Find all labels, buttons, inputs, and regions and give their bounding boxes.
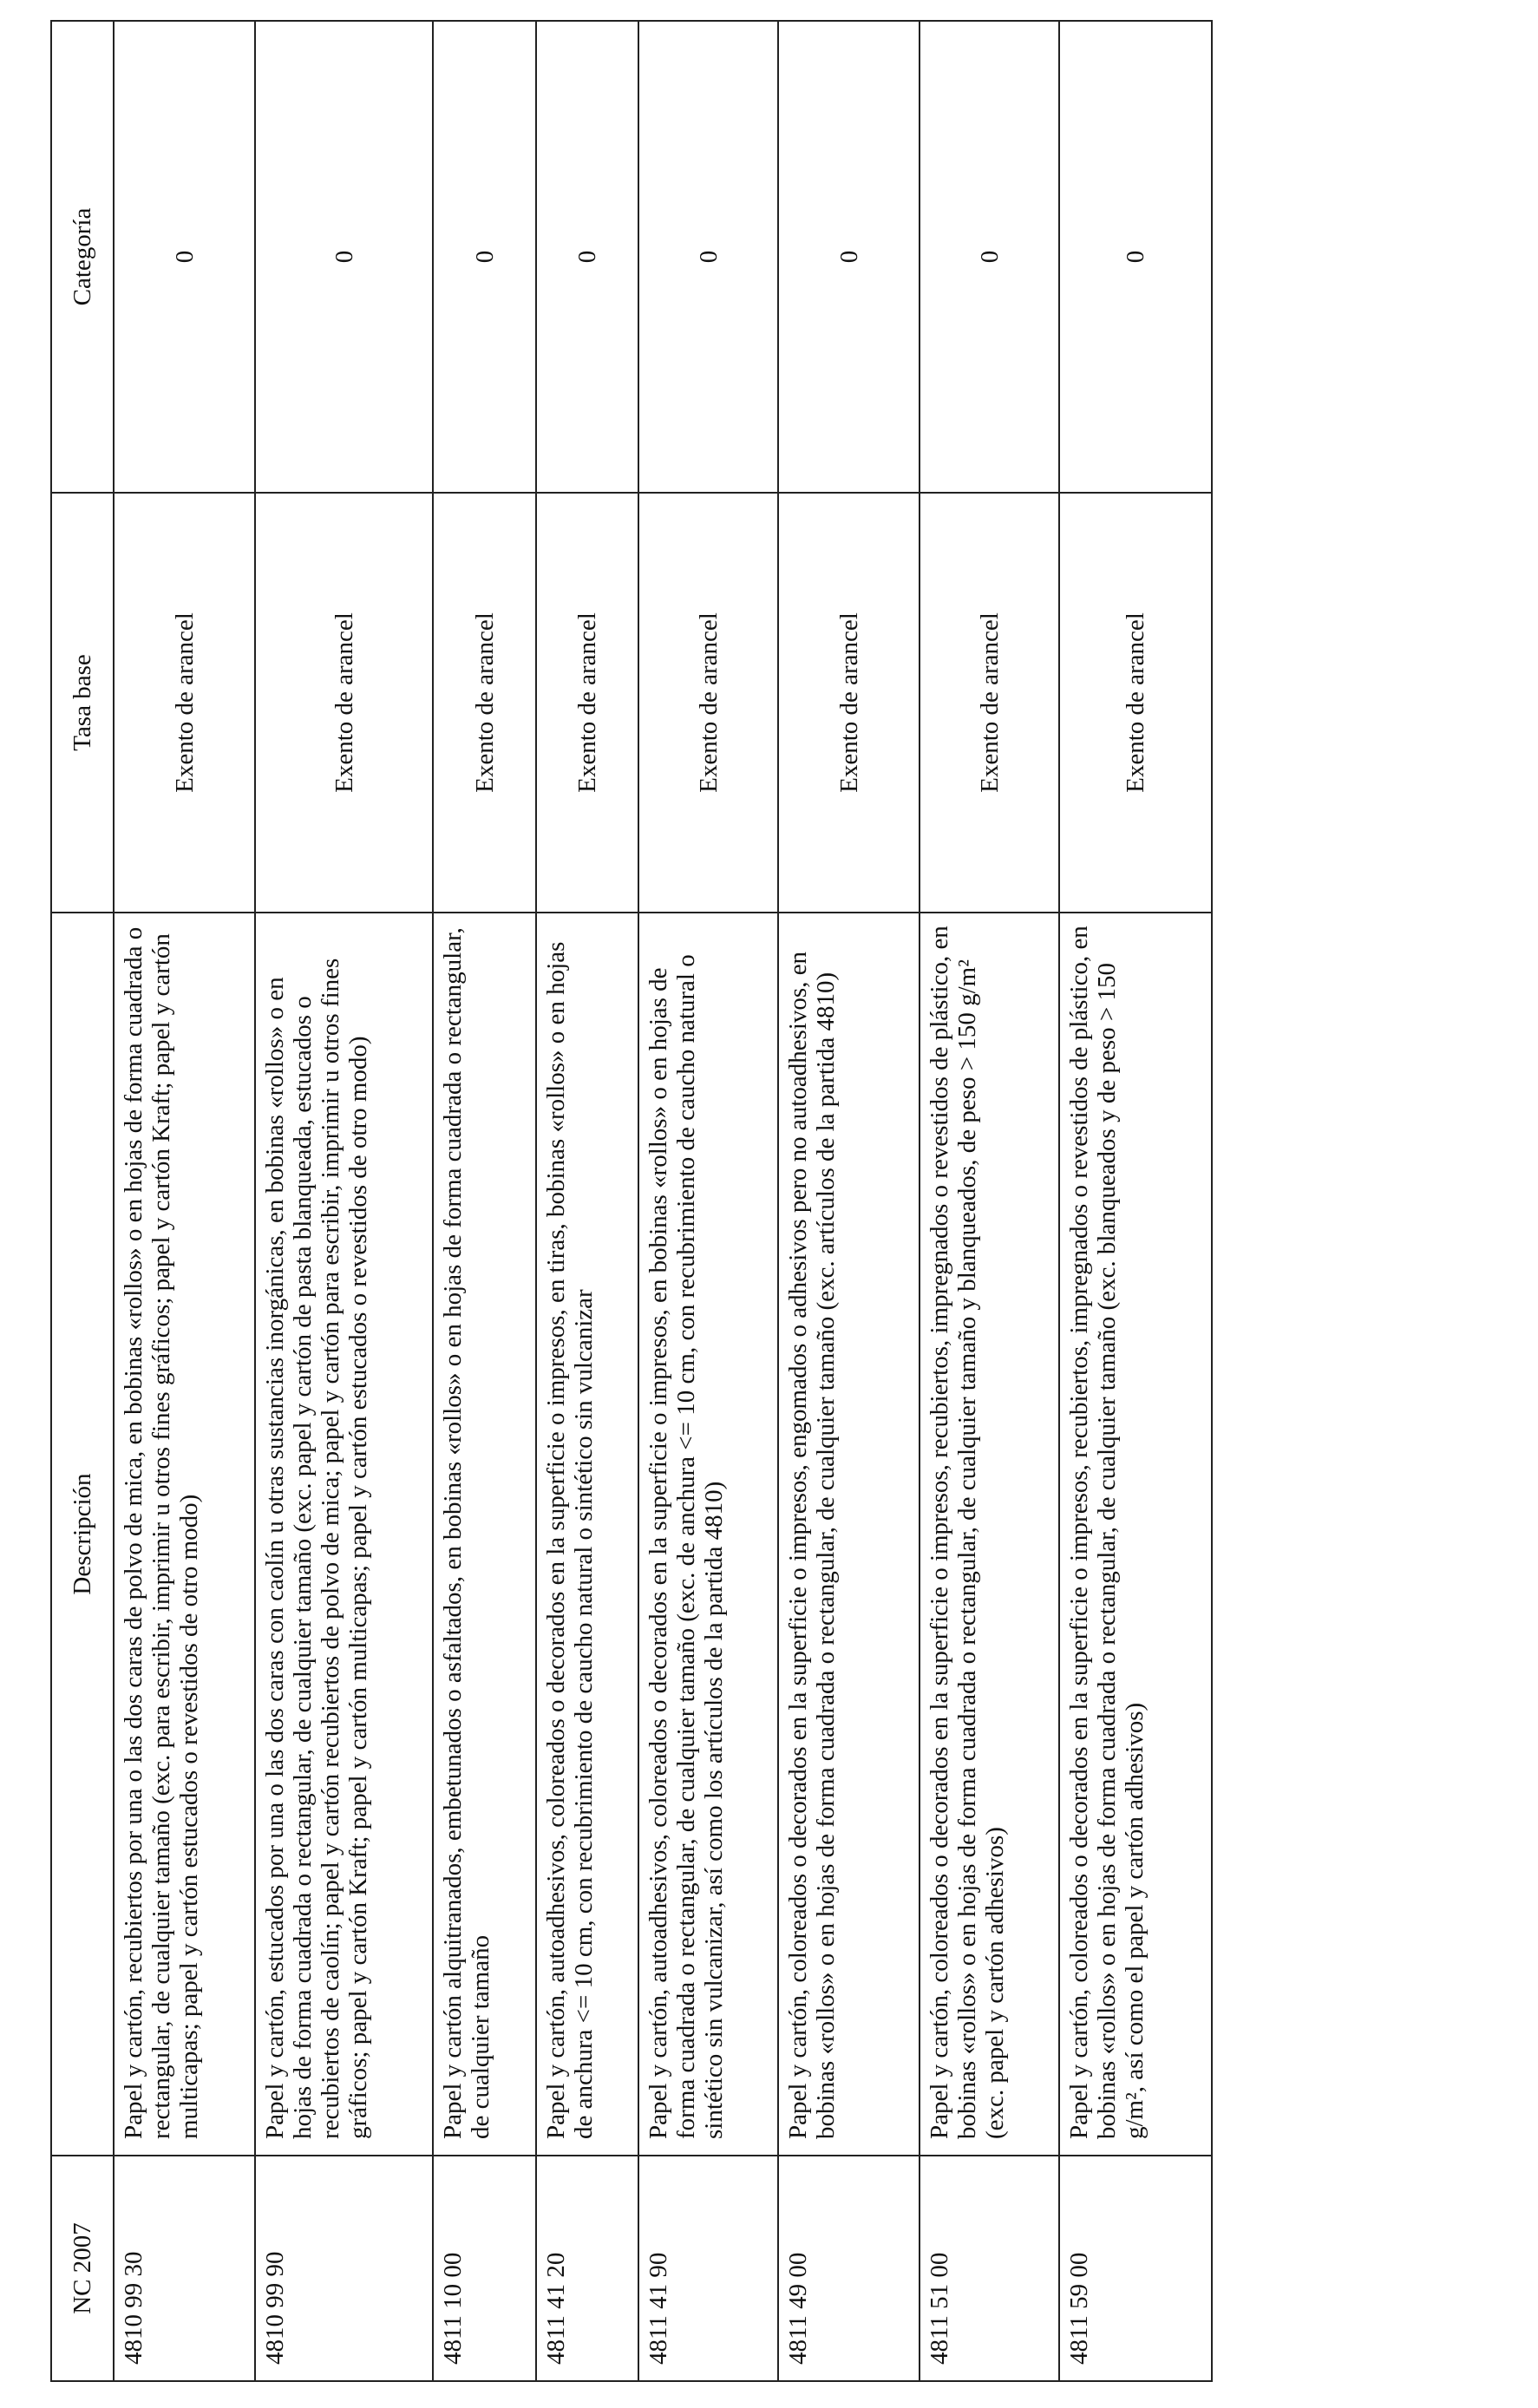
categoria: 0 bbox=[255, 21, 433, 493]
categoria: 0 bbox=[433, 21, 536, 493]
rotated-table-wrapper bbox=[50, 22, 1213, 2382]
description: Papel y cartón, autoadhesivos, coloreados o decorados en la superficie o impresos, en tiras, bobinas «rollos» o en hojas de anchura <= 10 cm, con recubrimiento de caucho natural o sintético sin vulcanizar bbox=[536, 913, 639, 2156]
table-header-row bbox=[51, 21, 114, 2381]
table-row bbox=[920, 21, 1059, 2381]
tasa-base: Exento de arancel bbox=[638, 493, 778, 913]
table-row bbox=[1059, 21, 1212, 2381]
description: Papel y cartón, autoadhesivos, coloreados o decorados en la superficie o impresos, en bobinas «rollos» o en hojas de forma cuadrada o rectangular, de cualquier tamaño (exc. de anchura <= 10 cm, con recubrimiento de caucho natural o sintético sin vulcanizar, así como los artículos de la partida 4810) bbox=[638, 913, 778, 2156]
description: Papel y cartón, coloreados o decorados en la superficie o impresos, recubiertos, impregnados o revestidos de plástico, en bobinas «rollos» o en hojas de forma cuadrada o rectangular, de cualquier tamaño (exc. blanqueados y de peso > 150 g/m², así como el papel y cartón adhesivos) bbox=[1059, 913, 1212, 2156]
header-tasa-base: Tasa base bbox=[51, 493, 114, 913]
nc-code: 4811 10 00 bbox=[433, 2156, 536, 2381]
tariff-table bbox=[50, 20, 1213, 2382]
tasa-base: Exento de arancel bbox=[536, 493, 639, 913]
nc-code: 4810 99 90 bbox=[255, 2156, 433, 2381]
description: Papel y cartón, recubiertos por una o las dos caras de polvo de mica, en bobinas «rollos» o en hojas de forma cuadrada o rectangular, de cualquier tamaño (exc. para escribir, imprimir u otros fines gráficos; papel y cartón Kraft; papel y cartón multicapas; papel y cartón estucados o revestidos de otro modo) bbox=[114, 913, 255, 2156]
tasa-base: Exento de arancel bbox=[778, 493, 920, 913]
table-row bbox=[778, 21, 920, 2381]
nc-code: 4810 99 30 bbox=[114, 2156, 255, 2381]
tasa-base: Exento de arancel bbox=[920, 493, 1059, 913]
header-description: Descripción bbox=[51, 913, 114, 2156]
tasa-base: Exento de arancel bbox=[1059, 493, 1212, 913]
description: Papel y cartón, coloreados o decorados en la superficie o impresos, recubiertos, impregnados o revestidos de plástico, en bobinas «rollos» o en hojas de forma cuadrada o rectangular, de cualquier tamaño y blanqueados, de peso > 150 g/m² (exc. papel y cartón adhesivos) bbox=[920, 913, 1059, 2156]
categoria: 0 bbox=[536, 21, 639, 493]
table-row bbox=[255, 21, 433, 2381]
header-categoria: Categoría bbox=[51, 21, 114, 493]
description: Papel y cartón, estucados por una o las dos caras con caolín u otras sustancias inorgánicas, en bobinas «rollos» o en hojas de forma cuadrada o rectangular, de cualquier tamaño (exc. papel y cartón de pasta blanqueada, estucados o recubiertos de caolín; papel y cartón recubiertos de polvo de mica; papel y cartón para escribir, imprimir u otros fines gráficos; papel y cartón Kraft; papel y cartón multicapas; papel y cartón estucados o revestidos de otro modo) bbox=[255, 913, 433, 2156]
header-nc: NC 2007 bbox=[51, 2156, 114, 2381]
nc-code: 4811 49 00 bbox=[778, 2156, 920, 2381]
tasa-base: Exento de arancel bbox=[114, 493, 255, 913]
categoria: 0 bbox=[114, 21, 255, 493]
nc-code: 4811 41 90 bbox=[638, 2156, 778, 2381]
categoria: 0 bbox=[778, 21, 920, 493]
tasa-base: Exento de arancel bbox=[433, 493, 536, 913]
table-row bbox=[433, 21, 536, 2381]
description: Papel y cartón alquitranados, embetunados o asfaltados, en bobinas «rollos» o en hojas de forma cuadrada o rectangular, de cualquier tamaño bbox=[433, 913, 536, 2156]
table-row bbox=[114, 21, 255, 2381]
table-row bbox=[536, 21, 639, 2381]
categoria: 0 bbox=[1059, 21, 1212, 493]
nc-code: 4811 59 00 bbox=[1059, 2156, 1212, 2381]
nc-code: 4811 51 00 bbox=[920, 2156, 1059, 2381]
table-row bbox=[638, 21, 778, 2381]
categoria: 0 bbox=[638, 21, 778, 493]
description: Papel y cartón, coloreados o decorados en la superficie o impresos, engomados o adhesivos pero no autoadhesivos, en bobinas «rollos» o en hojas de forma cuadrada o rectangular, de cualquier tamaño (exc. artículos de la partida 4810) bbox=[778, 913, 920, 2156]
tasa-base: Exento de arancel bbox=[255, 493, 433, 913]
categoria: 0 bbox=[920, 21, 1059, 493]
nc-code: 4811 41 20 bbox=[536, 2156, 639, 2381]
